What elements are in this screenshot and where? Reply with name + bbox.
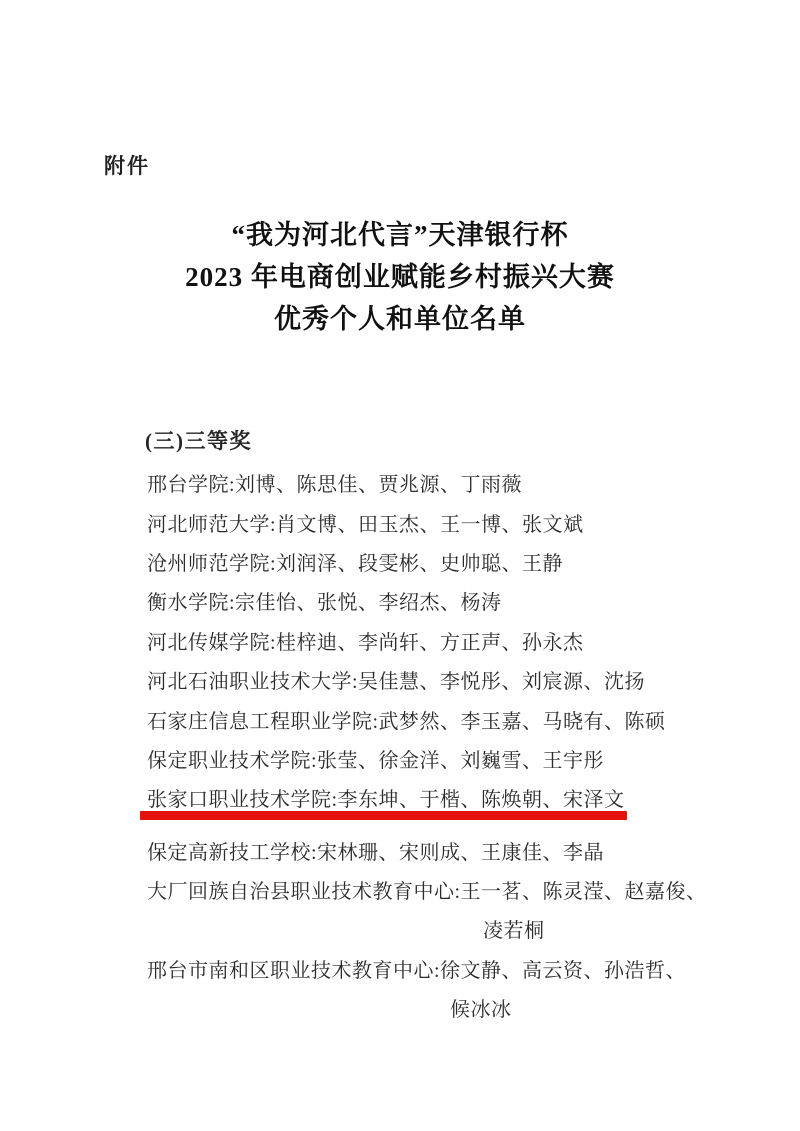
title-line-1: “我为河北代言”天津银行杯 <box>231 220 569 250</box>
roster-row: 邢台学院:刘博、陈思佳、贾兆源、丁雨薇 <box>147 474 523 497</box>
roster-row-continuation: 凌若桐 <box>483 920 545 943</box>
roster-row: 沧州师范学院:刘润泽、段雯彬、史帅聪、王静 <box>147 552 564 575</box>
roster-row: 大厂回族自治县职业技术教育中心:王一茗、陈灵滢、赵嘉俊、 <box>147 881 707 904</box>
section-heading-third-prize: (三)三等奖 <box>145 429 252 453</box>
roster-row: 河北传媒学院:桂梓迪、李尚轩、方正声、孙永杰 <box>147 631 584 654</box>
red-underline <box>140 811 627 820</box>
roster-row: 保定高新技工学校:宋林珊、宋则成、王康佳、李晶 <box>147 841 605 864</box>
roster-row: 石家庄信息工程职业学院:武梦然、李玉嘉、马晓有、陈硕 <box>147 710 666 733</box>
attachment-label: 附件 <box>104 155 150 178</box>
roster-row: 河北师范大学:肖文博、田玉杰、王一博、张文斌 <box>147 513 584 536</box>
roster-row-continuation: 候冰冰 <box>450 999 512 1022</box>
roster-row-highlighted-text: 张家口职业技术学院:李东坤、于楷、陈焕朝、宋泽文 <box>147 789 625 812</box>
document-title <box>0 214 800 340</box>
roster-row: 邢台市南和区职业技术教育中心:徐文静、高云资、孙浩哲、 <box>147 959 687 982</box>
roster-row-highlighted <box>147 778 767 817</box>
roster-row: 衡水学院:宗佳怡、张悦、李绍杰、杨涛 <box>147 592 502 615</box>
roster-row: 保定职业技术学院:张莹、徐金洋、刘巍雪、王宇彤 <box>147 749 605 772</box>
title-line-2: 2023 年电商创业赋能乡村振兴大赛 <box>185 262 615 292</box>
title-line-3: 优秀个人和单位名单 <box>274 304 526 334</box>
award-roster <box>147 463 767 1027</box>
roster-row: 河北石油职业技术大学:吴佳慧、李悦彤、刘宸源、沈扬 <box>147 671 646 694</box>
